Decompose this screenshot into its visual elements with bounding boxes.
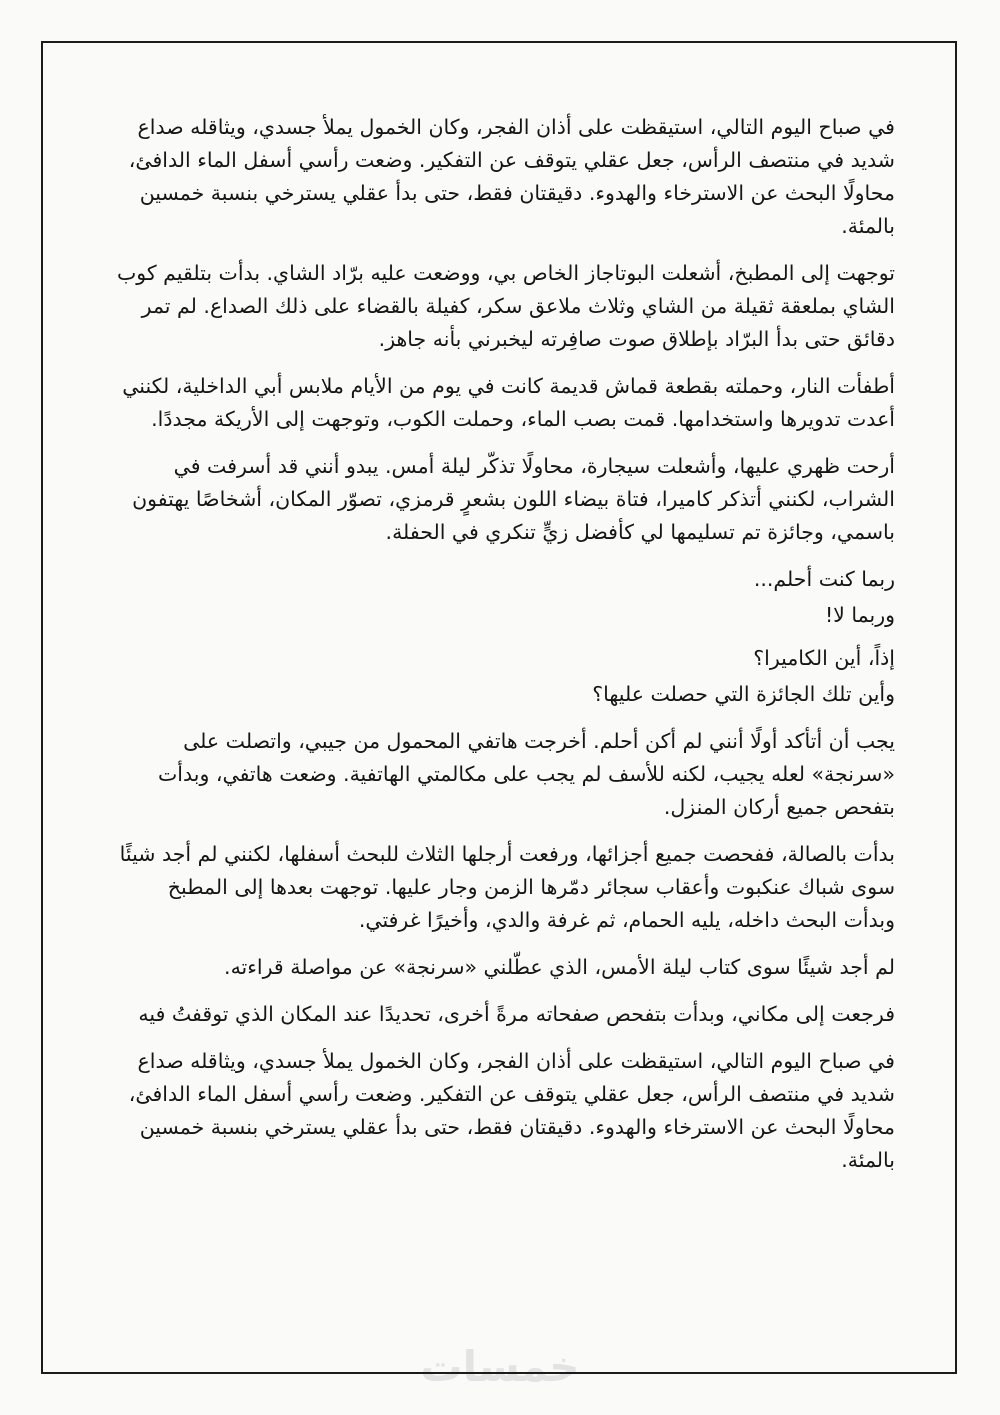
paragraph-morning-awakening-repeat: في صباح اليوم التالي، استيقظت على أذان الفجر، وكان الخمول يملأ جسدي، ويثاقله صداع شديد في منتصف الرأس، جعل عقلي يتوقف عن التفكير. وضعت رأسي أسفل الماء الدافئ، محاولًا البحث عن الاسترخاء والهدوء. دقيقتان فقط، حتى بدأ عقلي يسترخي بنسبة خمسين بالمئة. [128, 1049, 895, 1172]
paragraph-pouring-water: أطفأت النار، وحملته بقطعة قماش قديمة كانت في يوم من الأيام ملابس أبي الداخلية، لكنني أعدت تدويرها واستخدامها. قمت بصب الماء، وحملت الكوب، وتوجهت إلى الأريكة مجددًا. [122, 374, 895, 431]
paragraph-morning-awakening: في صباح اليوم التالي، استيقظت على أذان الفجر، وكان الخمول يملأ جسدي، ويثاقله صداع شديد في منتصف الرأس، جعل عقلي يتوقف عن التفكير. وضعت رأسي أسفل الماء الدافئ، محاولًا البحث عن الاسترخاء والهدوء. دقيقتان فقط، حتى بدأ عقلي يسترخي بنسبة خمسين بالمئة. [128, 115, 895, 238]
page-border-frame [41, 41, 957, 1374]
paragraph-phone-call: يجب أن أتأكد أولًا أنني لم أكن أحلم. أخرجت هاتفي المحمول من جيبي، واتصلت على «سرنجة» لعله يجيب، لكنه للأسف لم يجب على مكالمتي الهاتفية. وضعت هاتفي، وبدأت بتفحص جميع أركان المنزل. [157, 729, 895, 819]
line-where-prize: وأين تلك الجائزة التي حصلت عليها؟ [592, 682, 895, 706]
line-where-camera: إذاً، أين الكاميرا؟ [753, 646, 895, 670]
paragraph-rereading-pages: فرجعت إلى مكاني، وبدأت بتفحص صفحاته مرةً أخرى، تحديدًا عند المكان الذي توقفتُ فيه [138, 1002, 895, 1026]
khamsat-watermark: خمسات [420, 1342, 580, 1391]
paragraph-kitchen-tea: توجهت إلى المطبخ، أشعلت البوتاجاز الخاص بي، ووضعت عليه برّاد الشاي. بدأت بتلقيم كوب الشاي بملعقة ثقيلة من الشاي وثلاث ملاعق سكر، كفيلة بالقضاء على ذلك الصداع. لم تمر دقائق حتى بدأ البرّاد بإطلاق صوت صافِرته ليخبرني بأنه جاهز. [117, 261, 895, 351]
paragraph-remembering-party: أرحت ظهري عليها، وأشعلت سيجارة، محاولًا تذكّر ليلة أمس. يبدو أنني قد أسرفت في الشراب، لكنني أتذكر كاميرا، فتاة بيضاء اللون بشعرٍ قرمزي، تصوّر المكان، أشخاصًا يهتفون باسمي، وجائزة تم تسليمها لي كأفضل زيٍّ تنكري في الحفلة. [132, 454, 895, 544]
paragraph-found-book: لم أجد شيئًا سوى كتاب ليلة الأمس، الذي عطّلني «سرنجة» عن مواصلة قراءته. [224, 955, 895, 979]
line-maybe-dreaming: ربما كنت أحلم... [753, 567, 895, 591]
page-content [115, 111, 895, 1177]
paragraph-searching-house: بدأت بالصالة، ففحصت جميع أجزائها، ورفعت أرجلها الثلاث للبحث أسفلها، لكنني لم أجد شيئًا سوى شباك عنكبوت وأعقاب سجائر دمّرها الزمن وجار عليها. توجهت بعدها إلى المطبخ وبدأت البحث داخله، يليه الحمام، ثم غرفة والدي، وأخيرًا غرفتي. [119, 842, 895, 932]
line-maybe-not: وربما لا! [824, 603, 895, 627]
